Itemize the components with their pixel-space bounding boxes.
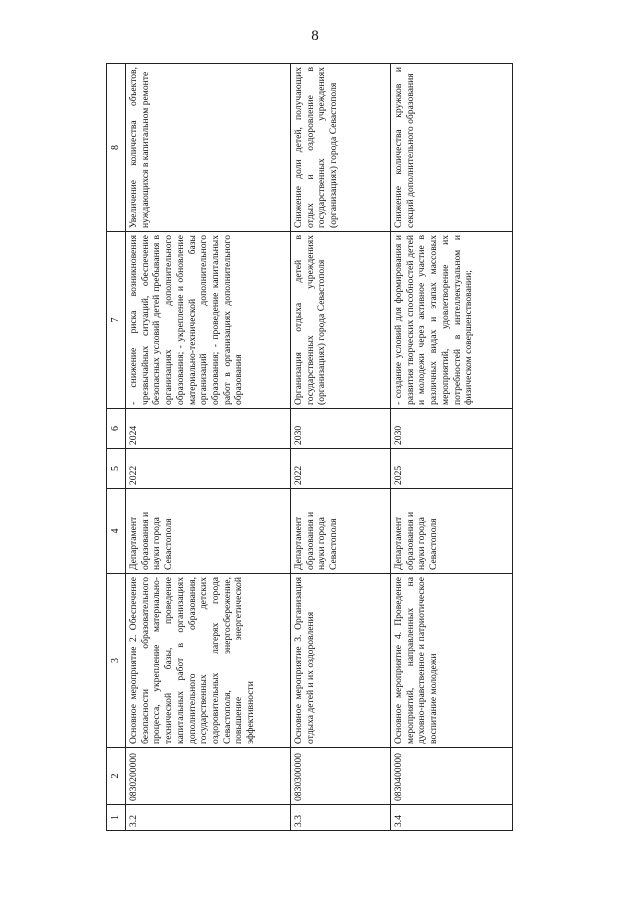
row-end-year: 2030	[291, 409, 391, 449]
table-row	[391, 64, 513, 831]
column-header: 4	[107, 489, 126, 574]
page-number: 8	[311, 28, 319, 44]
row-indicator: Снижение доли детей, получающих отдых и оздоровление в государственных учреждениях (организациях) города Севастополя	[291, 64, 391, 232]
column-header: 1	[107, 805, 126, 831]
row-result: - снижение риска возникновения чрезвычайных ситуаций, обеспечение безопасных условий детей пребывания в организациях дополнительного образования; - укрепление и обновление материально-технической базы организаций дополнительного образования; - проведение капитальных работ в организациях дополнительного образования	[126, 232, 291, 409]
row-start-year: 2022	[126, 449, 291, 489]
row-number: 3.2	[126, 805, 291, 831]
row-executor: Департамент образования и науки города Севастополя	[291, 489, 391, 574]
program-events-table-container	[106, 64, 513, 831]
row-end-year: 2024	[126, 409, 291, 449]
row-code: 0830400000	[391, 748, 513, 805]
row-code: 0830200000	[126, 748, 291, 805]
column-header: 3	[107, 574, 126, 748]
row-event: Основное мероприятие 4. Проведение мероприятий, направленных на духовно-нравственное и патриотическое воспитание молодежи	[391, 574, 513, 748]
row-result: Организация отдыха детей в государственных учреждениях (организациях) города Севастополя	[291, 232, 391, 409]
row-indicator: Снижение количества кружков и секций дополнительного образования	[391, 64, 513, 232]
header-row	[107, 64, 126, 831]
row-number: 3.3	[291, 805, 391, 831]
row-code: 0830300000	[291, 748, 391, 805]
row-executor: Департамент образования и науки города Севастополя	[391, 489, 513, 574]
row-indicator: Увеличение количества объектов, нуждающихся в капитальном ремонте	[126, 64, 291, 232]
row-event: Основное мероприятие 2. Обеспечение безопасности образовательного процесса, укрепление материально-технической базы, проведение капитальных работ в организациях дополнительного образования, государственных детских оздоровительных лагерях города Севастополя, энергосбережение, повышение энергетической эффективности	[126, 574, 291, 748]
column-header: 5	[107, 449, 126, 489]
table-row	[126, 64, 291, 831]
row-start-year: 2022	[291, 449, 391, 489]
row-executor: Департамент образования и науки города Севастополя	[126, 489, 291, 574]
table-row	[291, 64, 391, 831]
column-header: 7	[107, 232, 126, 409]
row-result: - создание условий для формирования и развития творческих способностей детей и молодежи через активное участие в различных видах и этапах массовых мероприятий, удовлетворение их потребностей в интеллектуальном и физическом совершенствовании;	[391, 232, 513, 409]
row-end-year: 2030	[391, 409, 513, 449]
column-header: 6	[107, 409, 126, 449]
row-start-year: 2025	[391, 449, 513, 489]
column-header: 2	[107, 748, 126, 805]
row-event: Основное мероприятие 3. Организация отдыха детей и их оздоровления	[291, 574, 391, 748]
row-number: 3.4	[391, 805, 513, 831]
program-events-table	[106, 63, 513, 831]
column-header: 8	[107, 64, 126, 232]
